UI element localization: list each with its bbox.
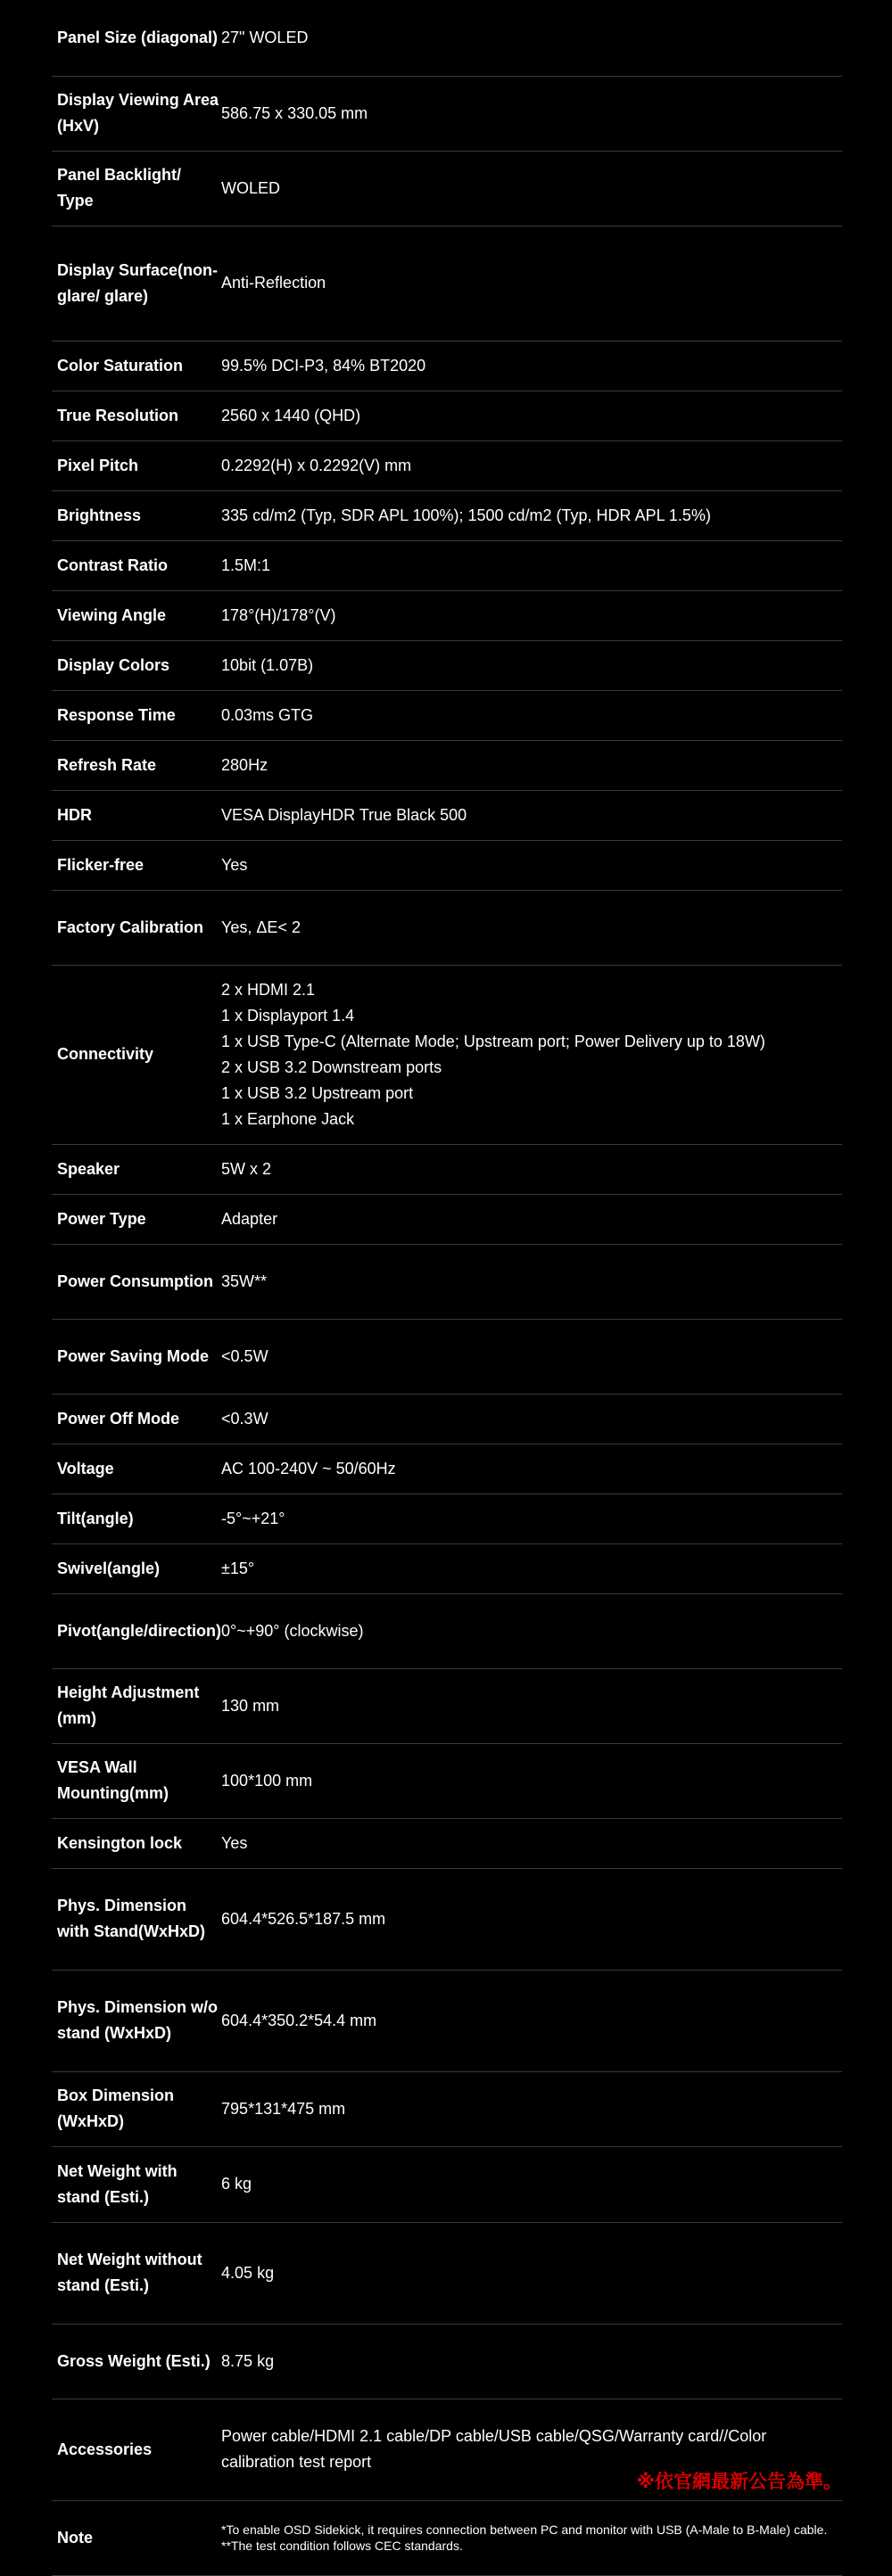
spec-row xyxy=(52,1593,842,1668)
spec-value xyxy=(221,740,842,790)
spec-row xyxy=(52,1444,842,1494)
spec-value-line: Adapter xyxy=(221,1209,278,1228)
spec-value-line: 1 x USB 3.2 Upstream port xyxy=(221,1083,414,1102)
spec-row xyxy=(52,965,842,1144)
spec-value xyxy=(221,2146,842,2222)
spec-value-line: 35W** xyxy=(221,1272,268,1290)
spec-row xyxy=(52,2222,842,2324)
spec-value-line: 280Hz xyxy=(221,755,268,774)
spec-value-line: 335 cd/m2 (Typ, SDR APL 100%); 1500 cd/m2 (Typ, HDR APL 1.5%) xyxy=(221,506,711,524)
spec-label: Contrast Ratio xyxy=(57,556,169,574)
spec-value-line: Yes, ΔE< 2 xyxy=(221,918,301,936)
spec-label: Display Surface(non-glare/ glare) xyxy=(57,260,219,305)
spec-row xyxy=(52,490,842,540)
spec-value-line: 0°~+90° (clockwise) xyxy=(221,1621,364,1640)
spec-value-line: Yes xyxy=(221,855,248,874)
spec-label: Gross Weight (Esti.) xyxy=(57,2351,211,2370)
spec-table xyxy=(52,0,842,2576)
spec-value-line: 5W x 2 xyxy=(221,1159,272,1178)
spec-label: Factory Calibration xyxy=(57,918,204,936)
spec-value xyxy=(221,2399,842,2500)
spec-value-line: 99.5% DCI-P3, 84% BT2020 xyxy=(221,356,426,374)
spec-value-line: 2 x USB 3.2 Downstream ports xyxy=(221,1058,442,1076)
spec-label: Brightness xyxy=(57,506,142,524)
spec-row xyxy=(52,890,842,965)
spec-value-line: 1 x Displayport 1.4 xyxy=(221,1006,355,1025)
spec-row xyxy=(52,590,842,640)
spec-label: Power Type xyxy=(57,1209,146,1228)
spec-value xyxy=(221,1194,842,1244)
spec-label: HDR xyxy=(57,805,92,824)
spec-row xyxy=(52,1818,842,1868)
spec-value xyxy=(221,1668,842,1743)
spec-value-line: 0.2292(H) x 0.2292(V) mm xyxy=(221,456,412,474)
spec-value-line: 586.75 x 330.05 mm xyxy=(221,103,368,122)
spec-label: Kensington lock xyxy=(57,1833,183,1852)
spec-row xyxy=(52,76,842,151)
spec-row xyxy=(52,391,842,440)
spec-value-line: 6 kg xyxy=(221,2175,252,2193)
spec-value-line: **The test condition follows CEC standards. xyxy=(221,2539,463,2553)
disclaimer-note: ※依官網最新公告為準。 xyxy=(636,2470,842,2492)
spec-value xyxy=(221,2222,842,2324)
spec-label: Power Saving Mode xyxy=(57,1346,210,1365)
spec-value-line: ±15° xyxy=(221,1559,255,1577)
spec-value-line: 10bit (1.07B) xyxy=(221,655,314,674)
spec-label: Power Consumption xyxy=(57,1272,213,1290)
spec-value xyxy=(221,1543,842,1593)
spec-value xyxy=(221,391,842,440)
spec-value-line: Yes xyxy=(221,1833,248,1852)
spec-row xyxy=(52,2146,842,2222)
spec-row xyxy=(52,690,842,740)
spec-label: Voltage xyxy=(57,1459,114,1477)
spec-label: Connectivity xyxy=(57,1045,154,1063)
spec-value xyxy=(221,540,842,590)
spec-label: Power Off Mode xyxy=(57,1409,180,1428)
spec-label: Note xyxy=(57,2528,93,2547)
spec-value xyxy=(221,1743,842,1818)
spec-label: Pivot(angle/direction) xyxy=(57,1621,222,1640)
spec-row xyxy=(52,0,842,76)
spec-value xyxy=(221,1144,842,1194)
spec-value xyxy=(221,1868,842,1970)
spec-label: Flicker-free xyxy=(57,855,145,874)
spec-label: Panel Backlight/ Type xyxy=(57,166,182,210)
spec-value-line: AC 100-240V ~ 50/60Hz xyxy=(221,1459,396,1477)
spec-value-line: 604.4*526.5*187.5 mm xyxy=(221,1909,386,1928)
spec-row xyxy=(52,1543,842,1593)
spec-value-line: Power cable/HDMI 2.1 cable/DP cable/USB cable/QSG/Warranty card//Color calibration test report xyxy=(221,2427,767,2471)
spec-value-line: 1 x Earphone Jack xyxy=(221,1109,355,1128)
spec-table-body xyxy=(52,0,842,2575)
spec-value-line: 0.03ms GTG xyxy=(221,705,314,724)
spec-value xyxy=(221,965,842,1144)
spec-value xyxy=(221,690,842,740)
spec-label: Tilt(angle) xyxy=(57,1509,134,1527)
spec-value xyxy=(221,490,842,540)
spec-value-line: 8.75 kg xyxy=(221,2351,275,2370)
spec-value-line: 2560 x 1440 (QHD) xyxy=(221,406,361,424)
spec-value xyxy=(221,1244,842,1319)
spec-row xyxy=(52,2324,842,2399)
spec-label: Response Time xyxy=(57,705,176,724)
spec-label: Panel Size (diagonal) xyxy=(57,28,219,46)
spec-label: Viewing Angle xyxy=(57,605,167,624)
spec-label: Phys. Dimension w/o stand (WxHxD) xyxy=(57,1998,219,2042)
spec-label: Net Weight without stand (Esti.) xyxy=(57,2251,202,2294)
spec-value xyxy=(221,1593,842,1668)
spec-value xyxy=(221,1970,842,2071)
spec-value xyxy=(221,890,842,965)
spec-value-line: 4.05 kg xyxy=(221,2263,275,2282)
spec-value-line: 795*131*475 mm xyxy=(221,2099,346,2118)
spec-value-line: 178°(H)/178°(V) xyxy=(221,605,336,624)
spec-row xyxy=(52,226,842,341)
spec-label: Box Dimension (WxHxD) xyxy=(57,2086,175,2130)
spec-label: Swivel(angle) xyxy=(57,1559,161,1577)
spec-label: Display Colors xyxy=(57,655,170,674)
spec-value-line: VESA DisplayHDR True Black 500 xyxy=(221,805,467,824)
spec-value xyxy=(221,590,842,640)
spec-value-line: <0.5W xyxy=(221,1346,268,1365)
spec-value-line: 130 mm xyxy=(221,1696,280,1715)
spec-row xyxy=(52,740,842,790)
spec-row xyxy=(52,640,842,690)
spec-value xyxy=(221,840,842,890)
spec-row xyxy=(52,1743,842,1818)
spec-row xyxy=(52,2399,842,2500)
spec-row xyxy=(52,2500,842,2575)
spec-row xyxy=(52,540,842,590)
spec-value-line: 1.5M:1 xyxy=(221,556,271,574)
spec-row xyxy=(52,1319,842,1394)
spec-value-line: 2 x HDMI 2.1 xyxy=(221,980,316,999)
spec-value xyxy=(221,1444,842,1494)
spec-value-line: 604.4*350.2*54.4 mm xyxy=(221,2011,377,2029)
spec-label: Phys. Dimension with Stand(WxHxD) xyxy=(57,1897,205,1940)
spec-value-line: *To enable OSD Sidekick, it requires connection between PC and monitor with USB (A-Male to B-Male) cable. xyxy=(221,2523,828,2537)
spec-row xyxy=(52,2071,842,2146)
spec-value xyxy=(221,790,842,840)
spec-label: Display Viewing Area (HxV) xyxy=(57,91,219,135)
spec-value xyxy=(221,226,842,341)
spec-value xyxy=(221,440,842,490)
spec-row xyxy=(52,1668,842,1743)
spec-value xyxy=(221,151,842,226)
spec-value xyxy=(221,1394,842,1444)
spec-value xyxy=(221,2500,842,2575)
spec-label: True Resolution xyxy=(57,406,179,424)
spec-value xyxy=(221,2324,842,2399)
spec-value-line: <0.3W xyxy=(221,1409,268,1428)
spec-value-line: 1 x USB Type-C (Alternate Mode; Upstream port; Power Delivery up to 18W) xyxy=(221,1032,765,1050)
spec-value xyxy=(221,1818,842,1868)
spec-value xyxy=(221,1319,842,1394)
spec-value xyxy=(221,76,842,151)
spec-value xyxy=(221,1494,842,1543)
spec-value-line: Anti-Reflection xyxy=(221,274,326,292)
spec-label: Accessories xyxy=(57,2440,153,2458)
spec-value-line: 100*100 mm xyxy=(221,1771,313,1790)
spec-label: Net Weight with stand (Esti.) xyxy=(57,2161,178,2206)
spec-label: Speaker xyxy=(57,1159,120,1178)
spec-label: Height Adjustment (mm) xyxy=(57,1683,200,1727)
spec-row xyxy=(52,1244,842,1319)
spec-row xyxy=(52,1394,842,1444)
spec-value xyxy=(221,341,842,391)
spec-value xyxy=(221,640,842,690)
spec-row xyxy=(52,790,842,840)
spec-label: Pixel Pitch xyxy=(57,456,139,474)
spec-value-line: -5°~+21° xyxy=(221,1509,285,1527)
spec-row xyxy=(52,341,842,391)
spec-value xyxy=(221,0,842,76)
spec-row xyxy=(52,1144,842,1194)
spec-value-line: 27" WOLED xyxy=(221,28,309,46)
spec-row xyxy=(52,151,842,226)
spec-label: Color Saturation xyxy=(57,356,184,374)
spec-row xyxy=(52,440,842,490)
spec-value xyxy=(221,2071,842,2146)
spec-row xyxy=(52,1868,842,1970)
spec-row xyxy=(52,1494,842,1543)
spec-row xyxy=(52,1194,842,1244)
spec-label: VESA Wall Mounting(mm) xyxy=(57,1758,169,1802)
spec-label: Refresh Rate xyxy=(57,755,157,774)
spec-value-line: WOLED xyxy=(221,178,281,197)
spec-row xyxy=(52,840,842,890)
spec-row xyxy=(52,1970,842,2071)
